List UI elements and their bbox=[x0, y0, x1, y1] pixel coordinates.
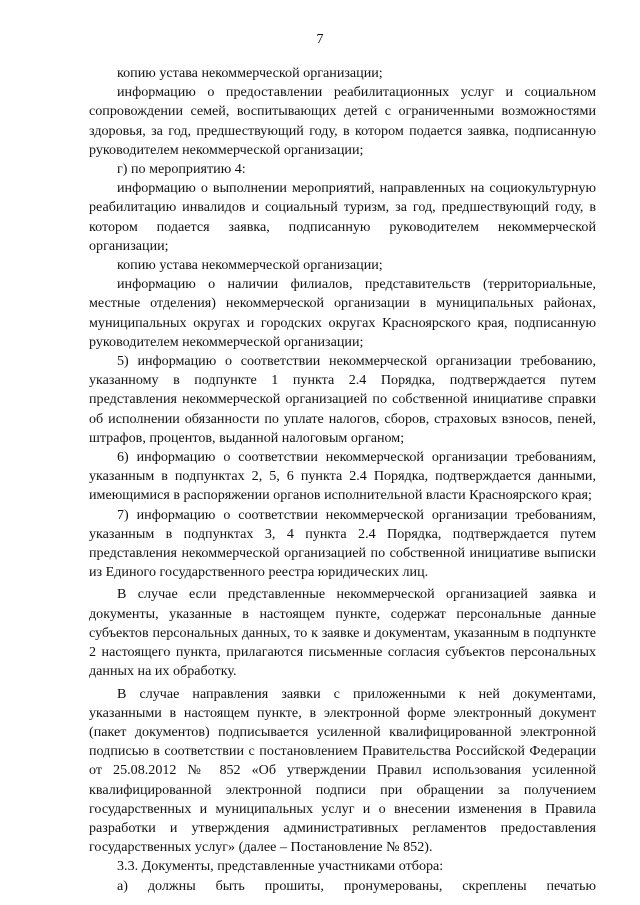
paragraph-event-4-heading: г) по мероприятию 4: bbox=[117, 161, 246, 178]
paragraph-item-a: а) должны быть прошиты, пронумерованы, скреплены печатью bbox=[117, 877, 596, 894]
paragraph-branches-info: информацию о наличии филиалов, представительств (территориальные, местные отделения) некоммерческой организации в муниципальных районах, муниципальных округах и городских округах Красноярского края, подписанную руководителем некоммерческой организации; bbox=[89, 276, 596, 350]
paragraph-item-6: 6) информацию о соответствии некоммерческой организации требованиям, указанным в подпунктах 2, 5, 6 пункта 2.4 Порядка, подтверждается данными, имеющимися в распоряжении органов исполнительной власти Красноярского края; bbox=[89, 449, 596, 504]
paragraph-electronic-submission: В случае направления заявки с приложенными к ней документами, указанными в настоящем пункте, в электронной форме электронный документ (пакет документов) подписывается усиленной квалифицированной электронной подписью в соответствии с постановлением Правительства Российской Федерации от 25.08.2012 № 852 «Об утверждении Правил использования усиленной квалифицированной электронной подписи при обращении за получением государственных и муниципальных услуг и о внесении изменения в Правила разработки и утверждения административных регламентов предоставления государственных услуг» (далее – Постановление № 852). bbox=[89, 685, 596, 856]
paragraph-section-3-3: 3.3. Документы, представленные участниками отбора: bbox=[117, 858, 444, 875]
document-body bbox=[89, 64, 596, 896]
paragraph-item-5: 5) информацию о соответствии некоммерческой организации требованию, указанному в подпункте 1 пункта 2.4 Порядка, подтверждается путем представления некоммерческой организацией по собственной инициативе справки об исполнении обязанности по уплате налогов, сборов, страховых взносов, пеней, штрафов, процентов, выданной налоговым органом; bbox=[89, 353, 596, 446]
page-number: 7 bbox=[316, 32, 324, 47]
paragraph-charter-copy: копию устава некоммерческой организации; bbox=[117, 65, 383, 81]
paragraph-rehab-services-info: информацию о предоставлении реабилитационных услуг и социальном сопровождении семей, воспитывающих детей с ограниченными возможностями здоровья, за год, предшествующий году, в котором подается заявка, подписанную руководителем некоммерческой организации; bbox=[89, 84, 596, 158]
paragraph-personal-data: В случае если представленные некоммерческой организацией заявка и документы, указанные в настоящем пункте, содержат персональные данные субъектов персональных данных, то к заявке и документам, указанным в подпункте 2 настоящего пункта, прилагаются письменные согласия субъектов персональных данных на их обработку. bbox=[89, 586, 596, 680]
paragraph-sociocultural-info: информацию о выполнении мероприятий, направленных на социокультурную реабилитацию инвалидов и социальный туризм, за год, предшествующий году, в котором подается заявка, подписанную руководителем некоммерческой организации; bbox=[89, 180, 596, 254]
paragraph-charter-copy-2: копию устава некоммерческой организации; bbox=[117, 257, 383, 274]
paragraph-item-7: 7) информацию о соответствии некоммерческой организации требованиям, указанным в подпунктах 3, 4 пункта 2.4 Порядка, подтверждается путем представления некоммерческой организацией по собственной инициативе выписки из Единого государственного реестра юридических лиц. bbox=[89, 506, 596, 581]
